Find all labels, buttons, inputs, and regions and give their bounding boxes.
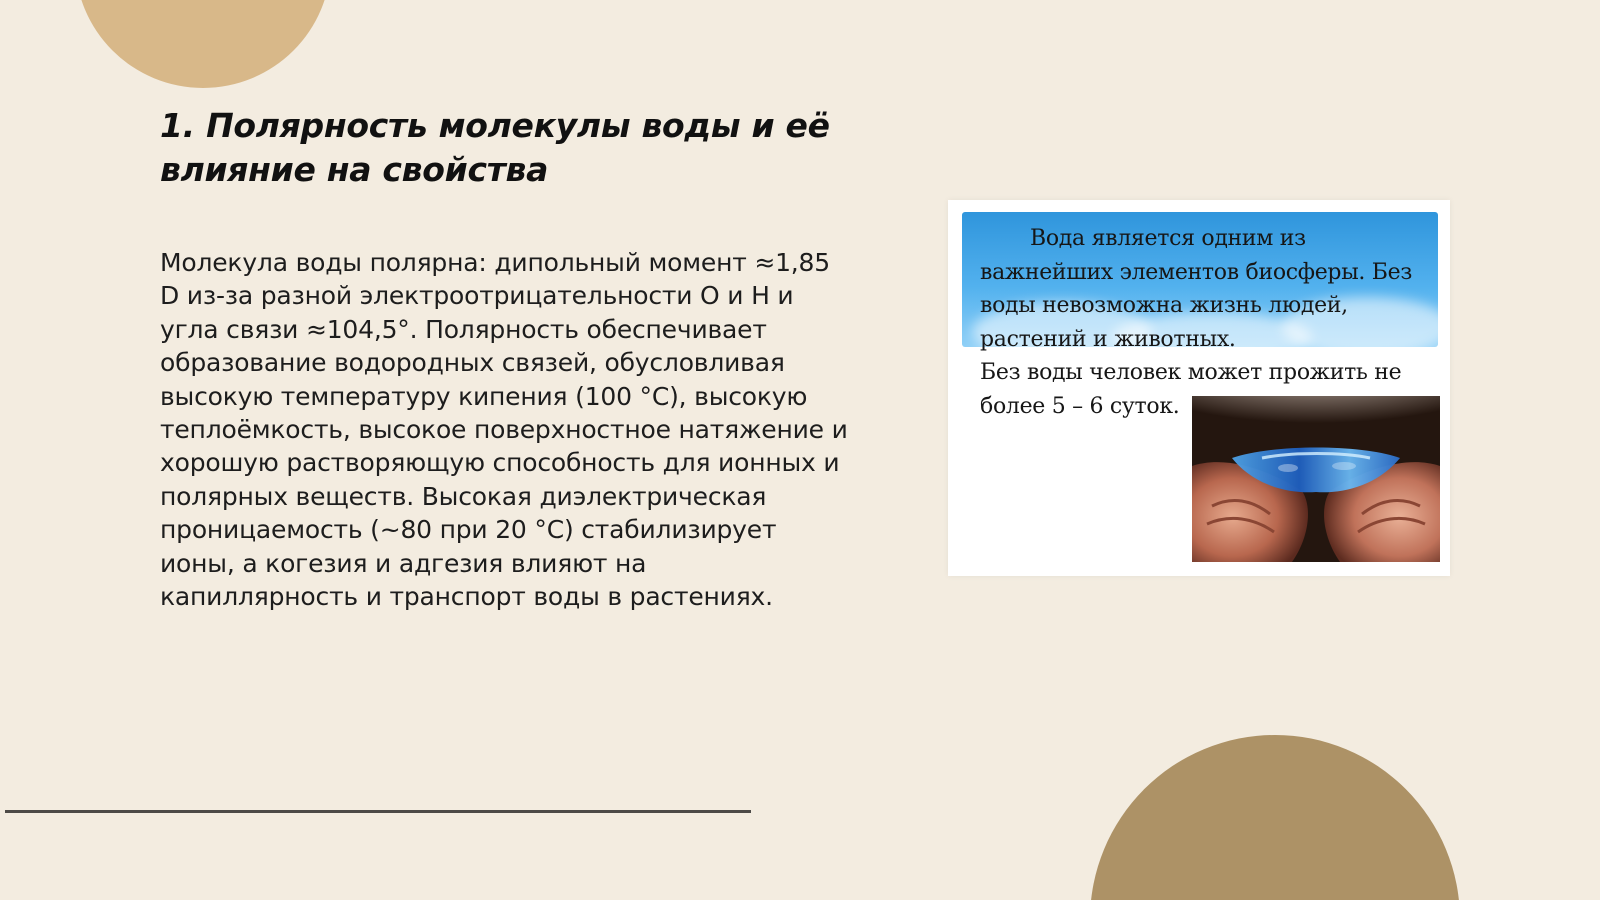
divider-line <box>5 810 751 813</box>
card-paragraph: Вода является одним из важнейших элементов биосферы. Без воды невозможна жизнь людей, растений и животных. <box>980 226 1413 352</box>
decorative-circle-top <box>75 0 331 88</box>
card-survival-note: Без воды человек может прожить не более 5 – 6 суток. <box>980 360 1402 419</box>
decorative-circle-bottom <box>1090 735 1460 900</box>
slide-body-text: Молекула воды полярна: дипольный момент ≈1,85 D из-за разной электроотрицательности O и H и угла связи ≈104,5°. Полярность обеспечивает образование водородных связей, обусловливая высокую температуру кипения (100 °C), высокую теплоёмкость, высокое поверхностное натяжение и хорошую растворяющую способность для ионных и полярных веществ. Высокая диэлектрическая проницаемость (~80 при 20 °C) стабилизирует ионы, а когезия и адгезия влияют на капиллярность и транспорт воды в растениях. <box>160 248 848 612</box>
slide-title: 1. Полярность молекулы воды и её влияние на свойства <box>160 106 830 189</box>
image-card <box>948 200 1450 576</box>
card-text <box>980 222 1430 423</box>
